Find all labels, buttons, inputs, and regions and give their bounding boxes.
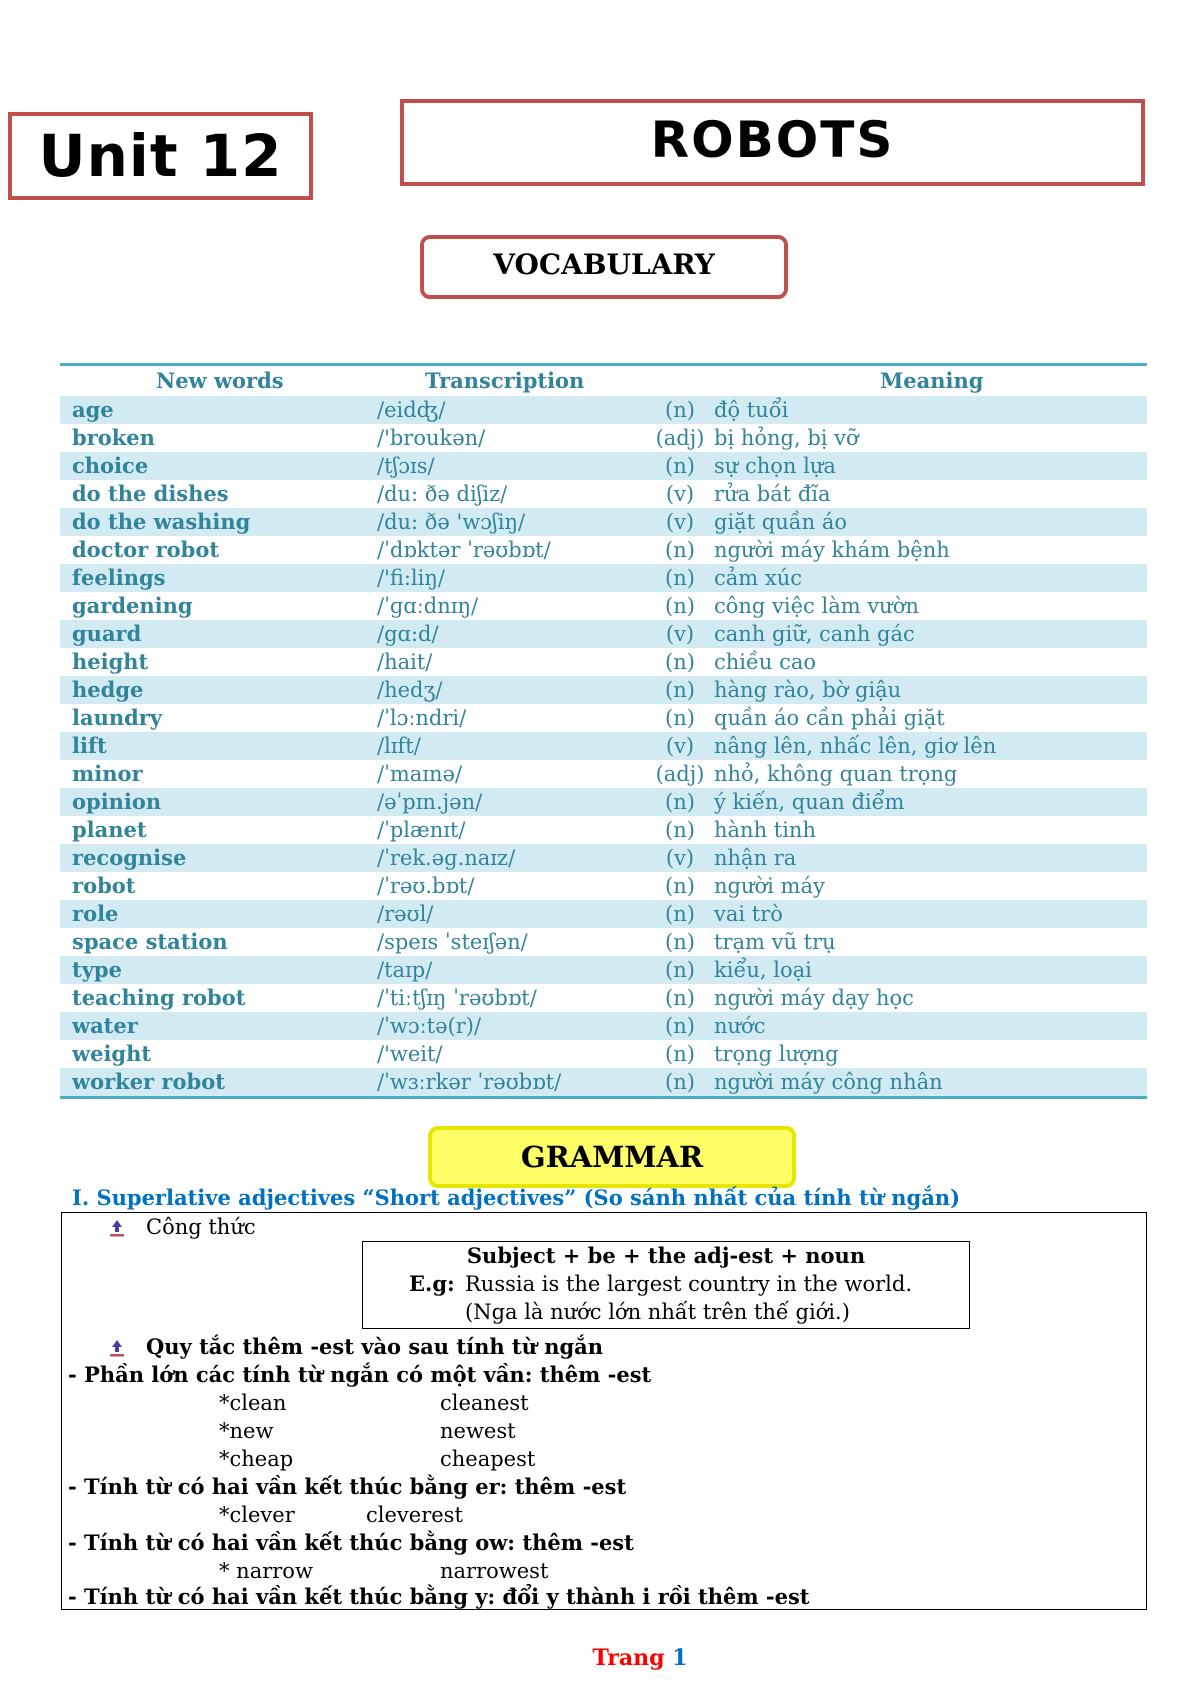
page-footer — [0, 1645, 1200, 1671]
table-row — [60, 396, 1147, 424]
vocabulary-rows — [60, 396, 1147, 1096]
transcription-cell: /gɑ:d/ — [377, 622, 439, 646]
grammar-content-box — [61, 1212, 1147, 1610]
grammar-heading: GRAMMAR — [520, 1140, 704, 1174]
arrow-bullet-icon — [106, 1337, 128, 1359]
rule-1-example-base: *cheap — [219, 1447, 294, 1471]
part-of-speech-cell: (n) — [665, 874, 695, 898]
table-row — [60, 788, 1147, 816]
meaning-cell: chiều cao — [714, 650, 817, 674]
transcription-cell: /ˈplænɪt/ — [377, 818, 466, 842]
transcription-cell: /ˈrek.əɡ.naɪz/ — [377, 846, 516, 870]
word-cell: guard — [72, 621, 142, 646]
transcription-cell: /ˈrəʊ.bɒt/ — [377, 874, 475, 898]
page-word: Trang — [592, 1645, 665, 1671]
meaning-cell: hành tinh — [714, 818, 816, 842]
part-of-speech-cell: (n) — [665, 678, 695, 702]
word-cell: gardening — [72, 593, 193, 618]
rule-3-example-base: * narrow — [219, 1559, 313, 1583]
part-of-speech-cell: (n) — [665, 1042, 695, 1066]
unit-label: Unit 12 — [38, 122, 283, 190]
part-of-speech-cell: (n) — [665, 538, 695, 562]
table-row — [60, 872, 1147, 900]
table-row — [60, 900, 1147, 928]
part-of-speech-cell: (n) — [665, 398, 695, 422]
formula: Subject + be + the adj-est + noun — [466, 1243, 866, 1268]
transcription-cell: /lɪft/ — [377, 734, 421, 758]
transcription-cell: /'broukən/ — [377, 426, 486, 450]
word-cell: do the washing — [72, 509, 251, 534]
table-row — [60, 816, 1147, 844]
meaning-cell: người máy dạy học — [714, 986, 914, 1010]
rule-1-example-base: *clean — [219, 1391, 287, 1415]
table-row — [60, 536, 1147, 564]
section-title: I. Superlative adjectives “Short adjectives” (So sánh nhất của tính từ ngắn) — [72, 1185, 961, 1210]
unit-label-box — [8, 112, 313, 200]
transcription-cell: /ˈwɜːrkər ˈrəʊbɒt/ — [377, 1070, 562, 1094]
word-cell: recognise — [72, 845, 187, 870]
arrow-bullet-icon — [106, 1217, 128, 1239]
part-of-speech-cell: (v) — [665, 482, 695, 506]
transcription-cell: /tʃɔɪs/ — [377, 454, 435, 478]
topic-title-box — [400, 99, 1145, 186]
table-row — [60, 508, 1147, 536]
meaning-cell: độ tuổi — [714, 398, 789, 422]
word-cell: feelings — [72, 565, 166, 590]
transcription-cell: /'fi:liŋ/ — [377, 566, 445, 590]
part-of-speech-cell: (v) — [665, 622, 695, 646]
meaning-cell: trạm vũ trụ — [714, 930, 836, 954]
topic-title: ROBOTS — [650, 111, 895, 169]
meaning-cell: giặt quần áo — [714, 510, 847, 534]
transcription-cell: /ˈlɔːndri/ — [377, 706, 467, 730]
rule-2-example-result: cleverest — [366, 1503, 463, 1527]
part-of-speech-cell: (n) — [665, 1070, 695, 1094]
rule-1-example-result: cleanest — [440, 1391, 529, 1415]
meaning-cell: rửa bát đĩa — [714, 482, 831, 506]
rule-2: - Tính từ có hai vần kết thúc bằng er: thêm -est — [68, 1474, 627, 1499]
transcription-cell: /ˈwɔːtə(r)/ — [377, 1014, 482, 1038]
word-cell: lift — [72, 733, 107, 758]
word-cell: weight — [72, 1041, 152, 1066]
word-cell: do the dishes — [72, 481, 229, 506]
word-cell: robot — [72, 873, 136, 898]
rule-1-example-base: *new — [219, 1419, 274, 1443]
table-row — [60, 1012, 1147, 1040]
vocabulary-heading-box — [420, 235, 788, 299]
part-of-speech-cell: (n) — [665, 902, 695, 926]
meaning-cell: nâng lên, nhấc lên, giơ lên — [714, 734, 997, 758]
rule-1-example-result: newest — [440, 1419, 516, 1443]
table-row — [60, 1040, 1147, 1068]
grammar-heading-box — [428, 1126, 796, 1188]
word-cell: type — [72, 957, 122, 982]
part-of-speech-cell: (n) — [665, 566, 695, 590]
column-header-transcription: Transcription — [425, 368, 585, 393]
word-cell: space station — [72, 929, 228, 954]
meaning-cell: bị hỏng, bị vỡ — [714, 426, 859, 450]
example-sentence: Russia is the largest country in the world. — [465, 1272, 913, 1296]
table-row — [60, 844, 1147, 872]
meaning-cell: sự chọn lựa — [714, 454, 836, 478]
word-cell: teaching robot — [72, 985, 246, 1010]
transcription-cell: /əˈpɪn.jən/ — [377, 790, 483, 814]
meaning-cell: quần áo cần phải giặt — [714, 706, 945, 730]
rule-1-example-result: cheapest — [440, 1447, 536, 1471]
example-translation: (Nga là nước lớn nhất trên thế giới.) — [465, 1300, 850, 1324]
word-cell: age — [72, 397, 114, 422]
meaning-cell: nhỏ, không quan trọng — [714, 762, 958, 786]
table-row — [60, 928, 1147, 956]
meaning-cell: ý kiến, quan điểm — [714, 790, 905, 814]
table-row — [60, 984, 1147, 1012]
table-row — [60, 704, 1147, 732]
rule-1: - Phần lớn các tính từ ngắn có một vần: thêm -est — [68, 1362, 652, 1387]
column-header-new-words: New words — [156, 368, 284, 393]
table-row — [60, 424, 1147, 452]
vocabulary-heading: VOCABULARY — [493, 247, 715, 281]
transcription-cell: /du: ðə diʃiz/ — [377, 482, 508, 506]
meaning-cell: người máy — [714, 874, 825, 898]
part-of-speech-cell: (adj) — [655, 426, 705, 450]
part-of-speech-cell: (n) — [665, 594, 695, 618]
transcription-cell: /eidʤ/ — [377, 398, 446, 422]
part-of-speech-cell: (n) — [665, 790, 695, 814]
transcription-cell: /speɪs ˈsteɪʃən/ — [377, 930, 528, 954]
transcription-cell: /ˈdɒktər ˈrəʊbɒt/ — [377, 538, 551, 562]
rule-2-example-base: *clever — [219, 1503, 295, 1527]
part-of-speech-cell: (n) — [665, 454, 695, 478]
word-cell: role — [72, 901, 119, 926]
rule-label: Quy tắc thêm -est vào sau tính từ ngắn — [146, 1334, 604, 1359]
part-of-speech-cell: (v) — [665, 734, 695, 758]
word-cell: planet — [72, 817, 147, 842]
transcription-cell: /'weit/ — [377, 1042, 443, 1066]
column-header-meaning: Meaning — [880, 368, 984, 393]
part-of-speech-cell: (n) — [665, 1014, 695, 1038]
word-cell: opinion — [72, 789, 162, 814]
word-cell: doctor robot — [72, 537, 220, 562]
table-row — [60, 480, 1147, 508]
page-number: 1 — [672, 1645, 688, 1671]
meaning-cell: công việc làm vườn — [714, 594, 919, 618]
rule-3-example-result: narrowest — [440, 1559, 549, 1583]
vocabulary-table — [60, 363, 1147, 1099]
meaning-cell: hàng rào, bờ giậu — [714, 678, 902, 702]
word-cell: broken — [72, 425, 155, 450]
meaning-cell: nhận ra — [714, 846, 797, 870]
transcription-cell: /hedʒ/ — [377, 678, 443, 702]
word-cell: worker robot — [72, 1069, 225, 1094]
table-row — [60, 648, 1147, 676]
table-row — [60, 1068, 1147, 1096]
meaning-cell: vai trò — [714, 902, 783, 926]
part-of-speech-cell: (n) — [665, 650, 695, 674]
part-of-speech-cell: (n) — [665, 986, 695, 1010]
word-cell: laundry — [72, 705, 163, 730]
part-of-speech-cell: (v) — [665, 846, 695, 870]
example-label: E.g: — [409, 1271, 455, 1296]
word-cell: minor — [72, 761, 143, 786]
formula-label: Công thức — [146, 1215, 256, 1239]
table-row — [60, 732, 1147, 760]
part-of-speech-cell: (n) — [665, 958, 695, 982]
table-row — [60, 452, 1147, 480]
transcription-cell: /du: ðə 'wɔʃiŋ/ — [377, 510, 526, 534]
part-of-speech-cell: (n) — [665, 818, 695, 842]
table-row — [60, 956, 1147, 984]
part-of-speech-cell: (adj) — [655, 762, 705, 786]
transcription-cell: /taɪp/ — [377, 958, 433, 982]
rule-3: - Tính từ có hai vần kết thúc bằng ow: thêm -est — [68, 1530, 634, 1555]
part-of-speech-cell: (v) — [665, 510, 695, 534]
transcription-cell: /ˈɡɑːdnɪŋ/ — [377, 594, 479, 618]
part-of-speech-cell: (n) — [665, 930, 695, 954]
word-cell: choice — [72, 453, 149, 478]
meaning-cell: người máy công nhân — [714, 1070, 943, 1094]
formula-box — [362, 1241, 970, 1329]
word-cell: water — [72, 1013, 138, 1038]
transcription-cell: /ˈmaɪnə/ — [377, 762, 463, 786]
part-of-speech-cell: (n) — [665, 706, 695, 730]
meaning-cell: trọng lượng — [714, 1042, 839, 1066]
meaning-cell: người máy khám bệnh — [714, 538, 950, 562]
meaning-cell: nước — [714, 1014, 766, 1038]
table-row — [60, 592, 1147, 620]
word-cell: height — [72, 649, 149, 674]
vocabulary-table-header — [60, 366, 1147, 396]
transcription-cell: /ˈtiːtʃɪŋ ˈrəʊbɒt/ — [377, 986, 537, 1010]
table-row — [60, 760, 1147, 788]
table-row — [60, 676, 1147, 704]
word-cell: hedge — [72, 677, 144, 702]
rule-4: - Tính từ có hai vần kết thúc bằng y: đổi y thành i rồi thêm -est — [68, 1584, 810, 1609]
meaning-cell: kiểu, loại — [714, 958, 812, 982]
transcription-cell: /rəʊl/ — [377, 902, 434, 926]
meaning-cell: cảm xúc — [714, 566, 802, 590]
meaning-cell: canh giữ, canh gác — [714, 622, 915, 646]
table-row — [60, 564, 1147, 592]
table-row — [60, 620, 1147, 648]
transcription-cell: /hait/ — [377, 650, 433, 674]
